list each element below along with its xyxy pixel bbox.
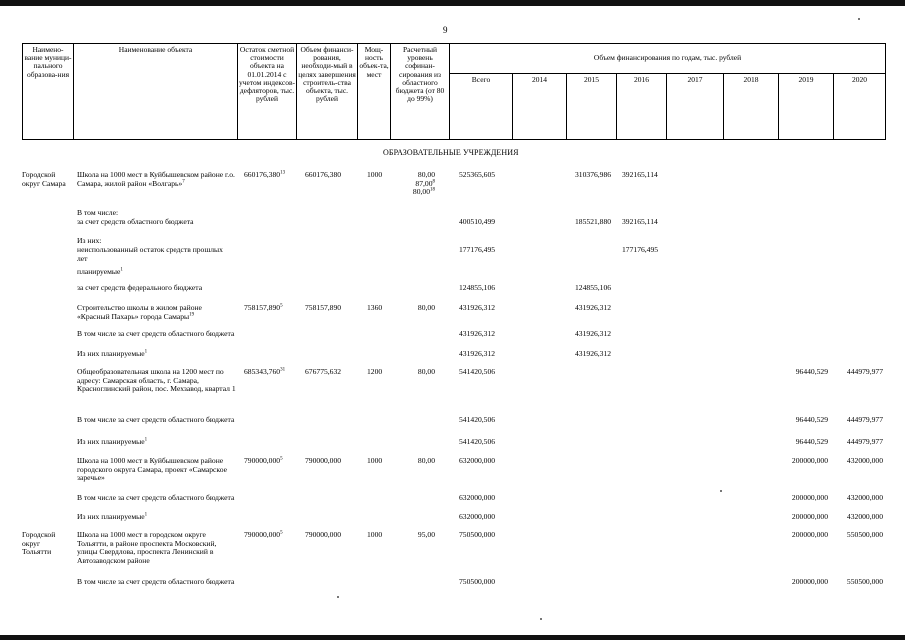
value-2020: 444979,977: [846, 437, 883, 446]
header-total: Всего: [449, 73, 513, 140]
scan-speck: [858, 18, 860, 20]
finance-volume: 790000,000: [305, 456, 342, 465]
remaining-cost: 790000,000$^5$: [244, 530, 283, 539]
finance-volume: 676775,632: [305, 367, 342, 376]
value-2016: 177176,495: [622, 245, 659, 254]
scan-speck: [540, 618, 542, 620]
capacity: 1000: [367, 530, 383, 539]
total: 632000,000: [459, 493, 496, 502]
total: 541420,506: [459, 437, 496, 446]
total: 124855,106: [459, 283, 496, 292]
value-2015: 124855,106: [575, 283, 612, 292]
header-object: Наименование объекта: [73, 43, 238, 140]
value-2020: 432000,000: [846, 456, 883, 465]
value-2016: 392165,114: [622, 170, 658, 179]
header-2014: 2014: [512, 73, 567, 140]
row-label: Из них планируемые$^1$: [77, 437, 148, 446]
capacity: 1000: [367, 170, 383, 179]
object-name: Школа на 1000 мест в Куйбышевском районе городского округа Самара, проект «Самарское заречье»: [77, 456, 227, 483]
row-label: планируемые$^1$: [77, 267, 123, 276]
remaining-cost: 660176,380$^{13}$: [244, 170, 286, 179]
remaining-cost: 790000,000$^5$: [244, 456, 283, 465]
header-2018: 2018: [723, 73, 779, 140]
value-2019: 96440,529: [795, 415, 828, 424]
header-2020: 2020: [833, 73, 886, 140]
row-label: за счет средств областного бюджета: [77, 217, 194, 226]
cofinancing: 80,00: [417, 456, 435, 465]
total: 431926,312: [459, 303, 496, 312]
row-label: В том числе за счет средств областного бюджета: [77, 415, 235, 424]
row-label: Из них планируемые$^1$: [77, 349, 148, 358]
header-years-group: Объем финансирования по годам, тыс. рублей: [449, 43, 886, 74]
finance-volume: 758157,890: [305, 303, 342, 312]
finance-volume: 790000,000: [305, 530, 342, 539]
value-2019: 96440,529: [795, 367, 828, 376]
row-label: В том числе:: [77, 208, 119, 217]
header-2017: 2017: [666, 73, 724, 140]
scan-bottom-border: [0, 635, 905, 640]
total: 400510,499: [459, 217, 496, 226]
object-name: Строительство школы в жилом районе «Красный Пахарь» города Самары$^{19}$: [77, 303, 202, 321]
cofinancing: 80,00: [417, 303, 435, 312]
value-2020: 550500,000: [846, 577, 883, 586]
total: 750500,000: [459, 577, 496, 586]
cofinancing: 80,00 87,00$^8$ 80,00$^{18}$: [412, 170, 435, 197]
value-2019: 200000,000: [791, 493, 828, 502]
cofinancing: 80,00: [417, 367, 435, 376]
header-2015: 2015: [566, 73, 617, 140]
value-2015: 431926,312: [575, 329, 612, 338]
total: 525365,605: [459, 170, 496, 179]
value-2015: 185521,880: [575, 217, 612, 226]
row-label: Из них:: [77, 236, 102, 245]
finance-volume: 660176,380: [305, 170, 342, 179]
municipality-samara: Городской округ Самара: [22, 170, 66, 188]
remaining-cost: 685343,760$^{31}$: [244, 367, 286, 376]
capacity: 1360: [367, 303, 383, 312]
total: 632000,000: [459, 512, 496, 521]
section-title: ОБРАЗОВАТЕЛЬНЫЕ УЧРЕЖДЕНИЯ: [383, 148, 519, 157]
scan-speck: [720, 490, 722, 492]
value-2020: 432000,000: [846, 512, 883, 521]
total: 431926,312: [459, 349, 496, 358]
row-label: за счет средств федерального бюджета: [77, 283, 203, 292]
row-label: В том числе за счет средств областного бюджета: [77, 577, 235, 586]
scan-speck: [337, 596, 339, 598]
total: 541420,506: [459, 367, 496, 376]
header-volume: Объем финанси-рования, необходи-мый в целях завершения строитель-ства объекта, тыс. рублей: [296, 43, 358, 140]
total: 632000,000: [459, 456, 496, 465]
value-2019: 200000,000: [791, 577, 828, 586]
scan-top-border: [0, 0, 905, 6]
header-2016: 2016: [616, 73, 667, 140]
value-2015: 431926,312: [575, 349, 612, 358]
value-2019: 200000,000: [791, 530, 828, 539]
value-2015: 310376,986: [575, 170, 612, 179]
municipality-tolyatti: Городской округ Тольятти: [22, 530, 56, 557]
value-2019: 200000,000: [791, 512, 828, 521]
capacity: 1000: [367, 456, 383, 465]
value-2020: 444979,977: [846, 415, 883, 424]
header-remaining: Остаток сметной стоимости объекта на 01.01.2014 с учетом индексов-дефляторов, тыс. рублей: [237, 43, 297, 140]
capacity: 1200: [367, 367, 383, 376]
total: 541420,506: [459, 415, 496, 424]
cofinancing: 95,00: [417, 530, 435, 539]
value-2015: 431926,312: [575, 303, 612, 312]
total: 177176,495: [459, 245, 496, 254]
row-label: Из них планируемые$^1$: [77, 512, 148, 521]
header-municipality: Наимено-вание муници-пального образова-ния: [22, 43, 74, 140]
total: 431926,312: [459, 329, 496, 338]
page-number: 9: [443, 25, 448, 35]
value-2020: 444979,977: [846, 367, 883, 376]
remaining-cost: 758157,890$^5$: [244, 303, 283, 312]
row-label: В том числе за счет средств областного бюджета: [77, 329, 235, 338]
header-capacity: Мощ-ность объек-та, мест: [357, 43, 391, 140]
value-2019: 200000,000: [791, 456, 828, 465]
object-name: Школа на 1000 мест в городском округе Тольятти, в районе проспекта Московский, улицы Свердлова, проспекта Ленинский в Автозаводском районе: [77, 530, 217, 565]
value-2016: 392165,114: [622, 217, 658, 226]
row-label: В том числе за счет средств областного бюджета: [77, 493, 235, 502]
header-2019: 2019: [778, 73, 834, 140]
header-cofinancing: Расчетный уровень софинан-сирования из областного бюджета (от 80 до 99%): [390, 43, 450, 140]
row-label: неиспользованный остаток средств прошлых лет: [77, 245, 223, 263]
total: 750500,000: [459, 530, 496, 539]
value-2020: 550500,000: [846, 530, 883, 539]
object-name: Школа на 1000 мест в Куйбышевском районе г.о. Самара, жилой район «Волгарь»$^7$: [77, 170, 235, 188]
value-2020: 432000,000: [846, 493, 883, 502]
value-2019: 96440,529: [795, 437, 828, 446]
object-name: Общеобразовательная школа на 1200 мест по адресу: Самарская область, г. Самара, Красноглинский район, пос. Мехзавод, квартал 1: [77, 367, 236, 394]
